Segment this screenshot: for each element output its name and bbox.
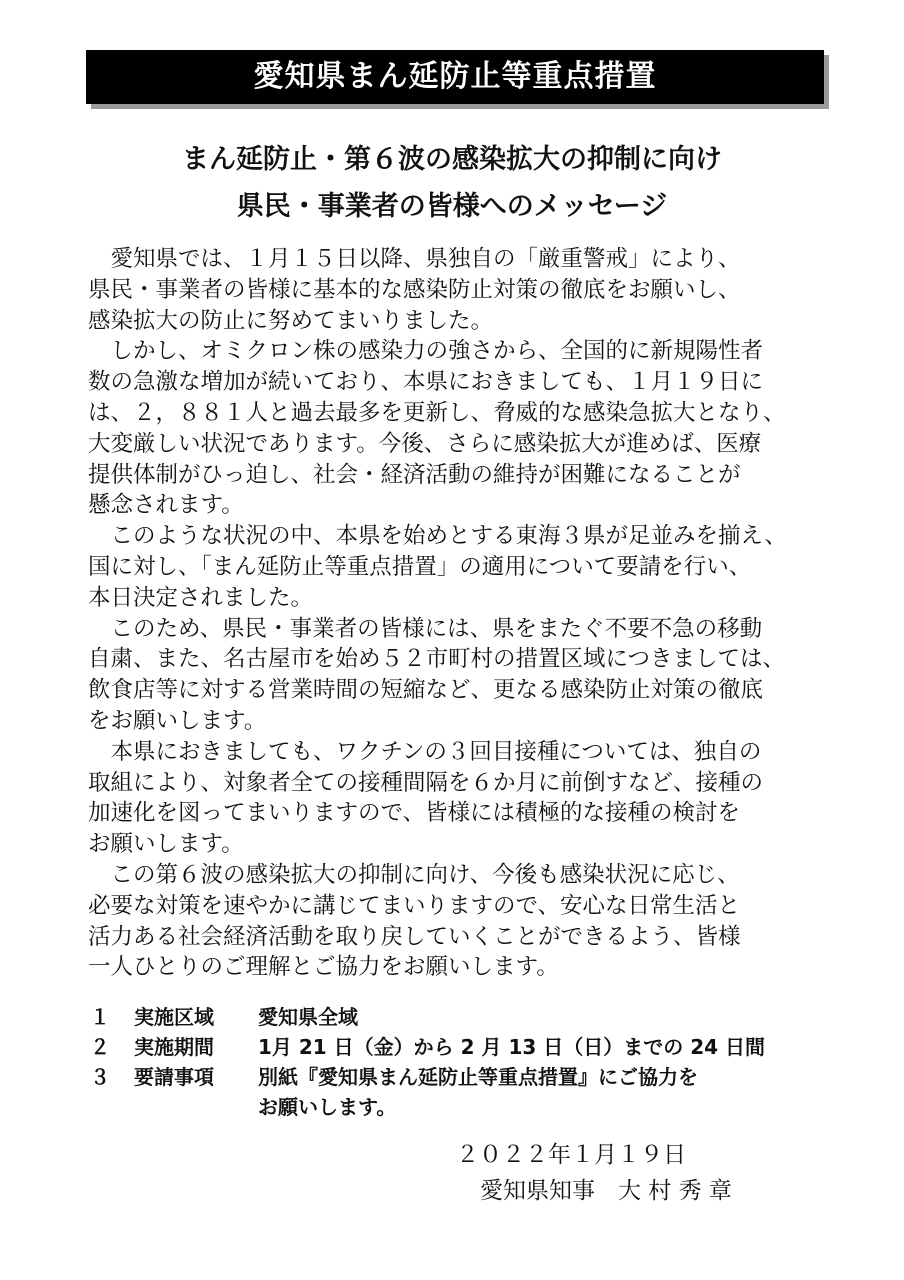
measure-number: ３ [90, 1065, 110, 1089]
measure-label: 要請事項 [134, 1065, 214, 1089]
body-line: は、２，８８１人と過去最多を更新し、脅威的な感染急拡大となり、 [88, 399, 786, 426]
body-line: 愛知県では、１月１５日以降、県独自の「厳重警戒」により、 [88, 246, 741, 272]
message-title-line-1: まん延防止・第６波の感染拡大の抑制に向け [182, 144, 722, 175]
body-line: 加速化を図ってまいりますので、皆様には積極的な接種の検討を [88, 800, 741, 827]
body-line: しかし、オミクロン株の感染力の強さから、全国的に新規陽性者 [88, 338, 764, 365]
body-line: この第６波の感染拡大の抑制に向け、今後も感染状況に応じ、 [88, 861, 740, 888]
body-line: このため、県民・事業者の皆様には、県をまたぐ不要不急の移動 [88, 615, 763, 642]
body-line: このような状況の中、本県を始めとする東海３県が足並みを揃え、 [88, 523, 787, 550]
body-line: 取組により、対象者全ての接種間隔を６か月に前倒すなど、接種の [88, 769, 764, 796]
message-body [88, 244, 828, 983]
body-line: お願いします。 [88, 831, 244, 858]
body-line: 自粛、また、名古屋市を始め５２市町村の措置区域につきましては、 [88, 646, 786, 673]
body-line: 県民・事業者の皆様に基本的な感染防止対策の徹底をお願いし、 [88, 276, 741, 303]
body-line: 感染拡大の防止に努めてまいりました。 [88, 307, 494, 334]
measure-value: 愛知県全域 [258, 1005, 358, 1029]
body-line: 国に対し、「まん延防止等重点措置」の適用について要請を行い、 [88, 553, 752, 580]
body-line: 懸念されます。 [88, 492, 244, 519]
body-line: 一人ひとりのご理解とご協力をお願いします。 [88, 954, 559, 981]
body-line: 必要な対策を速やかに講じてまいりますので、安心な日常生活と [88, 892, 741, 919]
measure-area [90, 1002, 840, 1032]
measure-value: 1月 21 日（金）から 2 月 13 日（日）までの 24 日間 [258, 1035, 766, 1059]
measures-list [90, 1002, 840, 1122]
header-banner: 愛知県まん延防止等重点措置 [86, 50, 824, 104]
governor-signature: 愛知県知事 大 村 秀 章 [480, 1178, 732, 1204]
body-line: 飲食店等に対する営業時間の短縮など、更なる感染防止対策の徹底 [88, 677, 764, 704]
body-line: 大変厳しい状況であります。今後、さらに感染拡大が進めば、医療 [88, 430, 762, 457]
measure-value: 別紙『愛知県まん延防止等重点措置』にご協力を [258, 1065, 698, 1089]
measure-label: 実施区域 [134, 1005, 214, 1029]
body-line: をお願いします。 [88, 707, 267, 734]
body-line: 提供体制がひっ迫し、社会・経済活動の維持が困難になることが [88, 461, 741, 488]
body-line: 本県におきましても、ワクチンの３回目接種については、独自の [88, 738, 762, 765]
issue-date: ２０２２年１月１９日 [456, 1142, 686, 1168]
measure-label: 実施期間 [134, 1035, 214, 1059]
measure-request [90, 1062, 840, 1092]
measure-request-continued [90, 1092, 840, 1122]
measure-period [90, 1032, 840, 1062]
body-line: 本日決定されました。 [88, 584, 314, 611]
measure-number: ２ [90, 1035, 110, 1059]
measure-number: １ [90, 1005, 110, 1029]
measure-value: お願いします。 [258, 1095, 397, 1119]
body-line: 活力ある社会経済活動を取り戻していくことができるよう、皆様 [88, 923, 741, 950]
body-line: 数の急激な増加が続いており、本県におきましても、１月１９日に [88, 369, 764, 396]
message-title-line-2: 県民・事業者の皆様へのメッセージ [236, 191, 668, 222]
